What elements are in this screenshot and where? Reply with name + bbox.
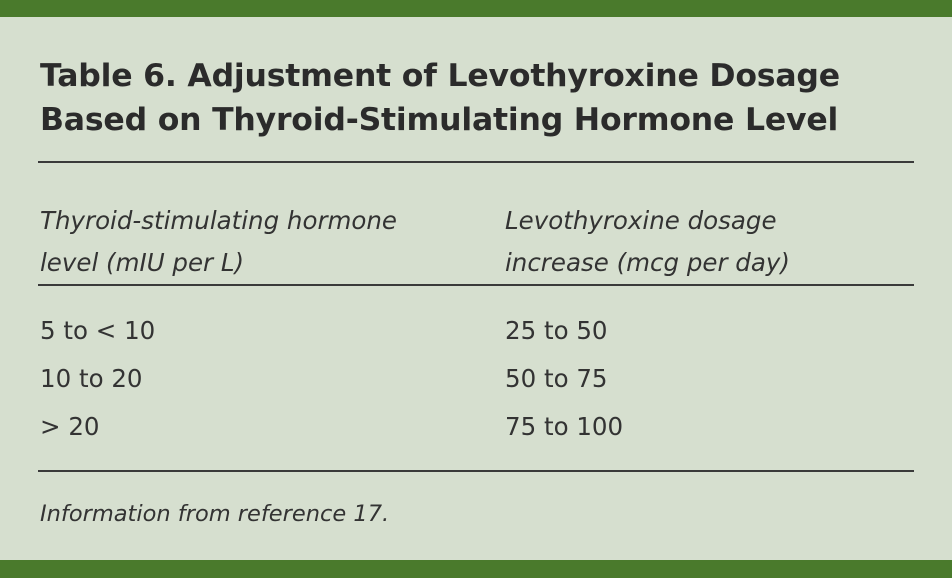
body-divider bbox=[38, 470, 914, 472]
column-header-tsh-line-1: Thyroid-stimulating hormone bbox=[40, 206, 397, 235]
table-cell-tsh-row-2: 10 to 20 bbox=[40, 364, 143, 393]
column-header-tsh-line-2: level (mIU per L) bbox=[40, 248, 245, 277]
top-accent-bar bbox=[0, 0, 952, 17]
column-header-dosage-line-1: Levothyroxine dosage bbox=[505, 206, 777, 235]
table-cell-tsh-row-3: > 20 bbox=[40, 412, 100, 441]
table-title-line-2: Based on Thyroid-Stimulating Hormone Level bbox=[40, 102, 839, 138]
column-header-dosage-increase bbox=[505, 200, 790, 284]
column-header-dosage-line-2: increase (mcg per day) bbox=[505, 248, 790, 277]
title-divider bbox=[38, 161, 914, 163]
table-title bbox=[40, 54, 920, 142]
table-cell-dosage-row-1: 25 to 50 bbox=[505, 316, 608, 345]
column-header-tsh-level bbox=[40, 200, 397, 284]
table-footnote: Information from reference 17. bbox=[40, 501, 390, 527]
bottom-accent-bar bbox=[0, 560, 952, 578]
header-divider bbox=[38, 284, 914, 286]
table-title-line-1: Table 6. Adjustment of Levothyroxine Dosage bbox=[40, 58, 840, 94]
table-cell-dosage-row-2: 50 to 75 bbox=[505, 364, 608, 393]
table-cell-dosage-row-3: 75 to 100 bbox=[505, 412, 624, 441]
table-cell-tsh-row-1: 5 to < 10 bbox=[40, 316, 156, 345]
